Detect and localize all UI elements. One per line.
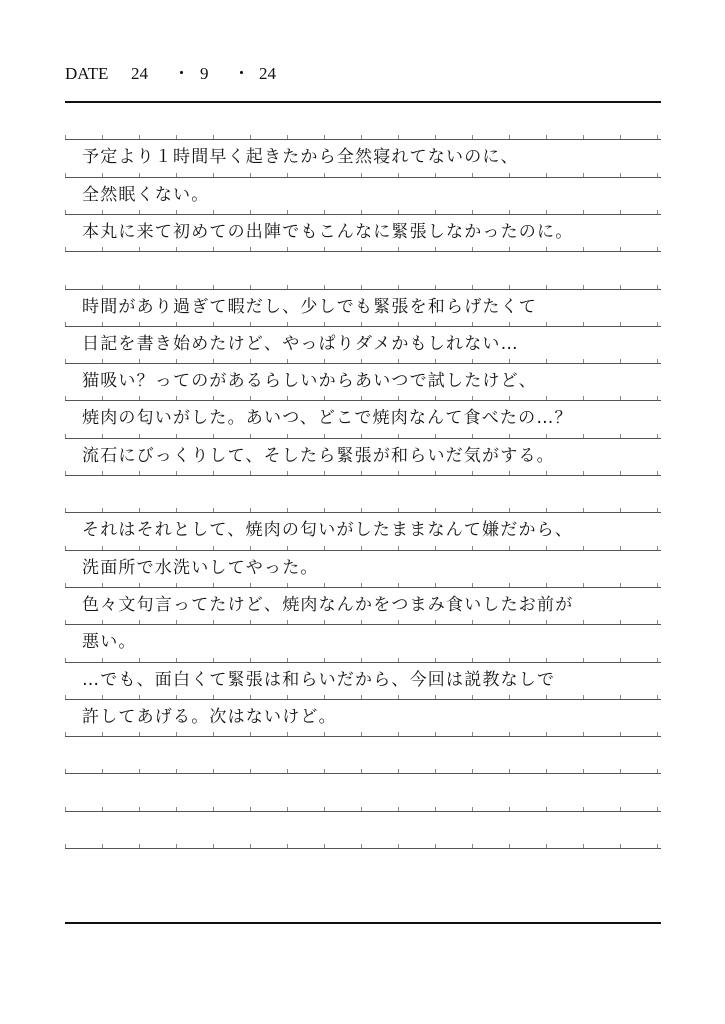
tick-mark bbox=[472, 173, 473, 177]
tick-mark bbox=[435, 807, 436, 811]
tick-mark bbox=[65, 546, 66, 550]
diary-line: 許してあげる。次はないけど。 bbox=[82, 706, 337, 727]
tick-mark bbox=[583, 658, 584, 662]
diary-line: 猫吸い？ってのがあるらしいからあいつで試したけど、 bbox=[82, 371, 537, 392]
tick-mark bbox=[361, 844, 362, 848]
tick-mark bbox=[509, 732, 510, 736]
tick-mark bbox=[435, 247, 436, 251]
tick-mark bbox=[583, 359, 584, 363]
diary-line: 色々文句言ってたけど、焼肉なんかをつまみ食いしたお前が bbox=[82, 594, 574, 615]
tick-mark bbox=[657, 658, 658, 662]
tick-mark bbox=[65, 471, 66, 475]
tick-mark bbox=[361, 620, 362, 624]
tick-mark bbox=[509, 471, 510, 475]
tick-mark bbox=[546, 546, 547, 550]
tick-mark bbox=[546, 807, 547, 811]
ruled-line bbox=[65, 736, 661, 737]
tick-mark bbox=[620, 210, 621, 214]
diary-line: 予定より１時間早く起きたから全然寝れてないのに、 bbox=[82, 147, 519, 168]
tick-mark bbox=[620, 769, 621, 773]
ruled-line bbox=[65, 251, 661, 252]
tick-mark bbox=[361, 769, 362, 773]
tick-mark bbox=[657, 210, 658, 214]
tick-mark bbox=[398, 732, 399, 736]
date-label: DATE bbox=[65, 64, 109, 83]
ruled-line-ticks bbox=[65, 247, 661, 251]
tick-mark bbox=[620, 583, 621, 587]
tick-mark bbox=[65, 844, 66, 848]
tick-mark bbox=[398, 471, 399, 475]
tick-mark bbox=[657, 769, 658, 773]
tick-mark bbox=[583, 769, 584, 773]
tick-mark bbox=[546, 695, 547, 699]
tick-mark bbox=[583, 844, 584, 848]
tick-mark bbox=[324, 732, 325, 736]
date-separator: ・ bbox=[173, 64, 190, 83]
tick-mark bbox=[472, 471, 473, 475]
tick-mark bbox=[583, 322, 584, 326]
tick-mark bbox=[546, 769, 547, 773]
diary-line: 全然眠くない。 bbox=[82, 184, 210, 205]
tick-mark bbox=[509, 173, 510, 177]
tick-mark bbox=[287, 844, 288, 848]
header-rule bbox=[65, 101, 661, 103]
tick-mark bbox=[509, 546, 510, 550]
tick-mark bbox=[583, 695, 584, 699]
tick-mark bbox=[65, 769, 66, 773]
tick-mark bbox=[398, 769, 399, 773]
tick-mark bbox=[102, 807, 103, 811]
ruled-line-ticks bbox=[65, 471, 661, 475]
tick-mark bbox=[472, 844, 473, 848]
tick-mark bbox=[546, 359, 547, 363]
tick-mark bbox=[583, 396, 584, 400]
ruled-line bbox=[65, 773, 661, 774]
tick-mark bbox=[657, 285, 658, 289]
tick-mark bbox=[583, 583, 584, 587]
tick-mark bbox=[620, 322, 621, 326]
tick-mark bbox=[287, 247, 288, 251]
tick-mark bbox=[287, 173, 288, 177]
tick-mark bbox=[324, 471, 325, 475]
tick-mark bbox=[287, 471, 288, 475]
date-day: 24 bbox=[259, 64, 276, 83]
tick-mark bbox=[176, 807, 177, 811]
tick-mark bbox=[176, 471, 177, 475]
diary-line: 焼肉の匂いがした。あいつ、どこで焼肉なんて食べたの…？ bbox=[82, 408, 573, 429]
tick-mark bbox=[583, 546, 584, 550]
tick-mark bbox=[287, 732, 288, 736]
tick-mark bbox=[546, 247, 547, 251]
tick-mark bbox=[250, 844, 251, 848]
tick-mark bbox=[398, 620, 399, 624]
tick-mark bbox=[65, 508, 66, 512]
diary-line: 悪い。 bbox=[82, 632, 137, 653]
tick-mark bbox=[620, 135, 621, 139]
tick-mark bbox=[620, 546, 621, 550]
date-year: 24 bbox=[131, 64, 148, 83]
tick-mark bbox=[472, 807, 473, 811]
tick-mark bbox=[620, 247, 621, 251]
tick-mark bbox=[139, 769, 140, 773]
tick-mark bbox=[398, 807, 399, 811]
tick-mark bbox=[250, 173, 251, 177]
tick-mark bbox=[620, 471, 621, 475]
tick-mark bbox=[472, 247, 473, 251]
date-month: 9 bbox=[200, 64, 209, 83]
tick-mark bbox=[657, 359, 658, 363]
tick-mark bbox=[546, 620, 547, 624]
tick-mark bbox=[324, 173, 325, 177]
tick-mark bbox=[657, 583, 658, 587]
diary-line: …でも、面白くて緊張は和らいだから、今回は説教なしで bbox=[82, 669, 556, 690]
tick-mark bbox=[509, 695, 510, 699]
tick-mark bbox=[583, 732, 584, 736]
tick-mark bbox=[620, 285, 621, 289]
tick-mark bbox=[176, 732, 177, 736]
date-separator: ・ bbox=[233, 64, 250, 83]
tick-mark bbox=[620, 396, 621, 400]
tick-mark bbox=[472, 769, 473, 773]
tick-mark bbox=[139, 732, 140, 736]
tick-mark bbox=[139, 844, 140, 848]
tick-mark bbox=[65, 695, 66, 699]
tick-mark bbox=[213, 620, 214, 624]
tick-mark bbox=[176, 844, 177, 848]
tick-mark bbox=[435, 620, 436, 624]
tick-mark bbox=[139, 807, 140, 811]
tick-mark bbox=[657, 247, 658, 251]
tick-mark bbox=[620, 620, 621, 624]
tick-mark bbox=[250, 471, 251, 475]
tick-mark bbox=[324, 546, 325, 550]
tick-mark bbox=[65, 285, 66, 289]
diary-line: 日記を書き始めたけど、やっぱりダメかもしれない… bbox=[82, 333, 519, 354]
tick-mark bbox=[657, 508, 658, 512]
tick-mark bbox=[361, 173, 362, 177]
tick-mark bbox=[546, 732, 547, 736]
tick-mark bbox=[102, 769, 103, 773]
tick-mark bbox=[509, 844, 510, 848]
tick-mark bbox=[620, 658, 621, 662]
tick-mark bbox=[620, 434, 621, 438]
tick-mark bbox=[139, 247, 140, 251]
tick-mark bbox=[583, 471, 584, 475]
tick-mark bbox=[435, 769, 436, 773]
tick-mark bbox=[620, 695, 621, 699]
footer-rule bbox=[65, 922, 661, 924]
tick-mark bbox=[398, 173, 399, 177]
tick-mark bbox=[65, 583, 66, 587]
tick-mark bbox=[583, 210, 584, 214]
tick-mark bbox=[546, 322, 547, 326]
tick-mark bbox=[361, 732, 362, 736]
tick-mark bbox=[583, 173, 584, 177]
tick-mark bbox=[583, 807, 584, 811]
tick-mark bbox=[102, 732, 103, 736]
tick-mark bbox=[620, 173, 621, 177]
tick-mark bbox=[620, 844, 621, 848]
tick-mark bbox=[546, 285, 547, 289]
tick-mark bbox=[398, 695, 399, 699]
tick-mark bbox=[324, 769, 325, 773]
tick-mark bbox=[657, 695, 658, 699]
tick-mark bbox=[472, 695, 473, 699]
tick-mark bbox=[620, 732, 621, 736]
tick-mark bbox=[472, 732, 473, 736]
ruled-line bbox=[65, 811, 661, 812]
tick-mark bbox=[176, 769, 177, 773]
tick-mark bbox=[435, 732, 436, 736]
tick-mark bbox=[102, 844, 103, 848]
tick-mark bbox=[657, 620, 658, 624]
tick-mark bbox=[324, 620, 325, 624]
tick-mark bbox=[213, 732, 214, 736]
tick-mark bbox=[65, 210, 66, 214]
tick-mark bbox=[435, 695, 436, 699]
tick-mark bbox=[657, 732, 658, 736]
tick-mark bbox=[65, 135, 66, 139]
tick-mark bbox=[657, 322, 658, 326]
tick-mark bbox=[509, 769, 510, 773]
tick-mark bbox=[435, 844, 436, 848]
tick-mark bbox=[65, 807, 66, 811]
ruled-line-ticks bbox=[65, 769, 661, 773]
tick-mark bbox=[546, 173, 547, 177]
diary-line: 洗面所で水洗いしてやった。 bbox=[82, 557, 319, 578]
tick-mark bbox=[509, 620, 510, 624]
tick-mark bbox=[620, 807, 621, 811]
tick-mark bbox=[509, 247, 510, 251]
tick-mark bbox=[472, 620, 473, 624]
tick-mark bbox=[287, 769, 288, 773]
tick-mark bbox=[361, 546, 362, 550]
tick-mark bbox=[398, 247, 399, 251]
tick-mark bbox=[620, 508, 621, 512]
tick-mark bbox=[657, 807, 658, 811]
tick-mark bbox=[176, 247, 177, 251]
tick-mark bbox=[583, 434, 584, 438]
tick-mark bbox=[213, 769, 214, 773]
tick-mark bbox=[176, 620, 177, 624]
tick-mark bbox=[65, 247, 66, 251]
tick-mark bbox=[435, 546, 436, 550]
tick-mark bbox=[657, 844, 658, 848]
tick-mark bbox=[509, 807, 510, 811]
ruled-line bbox=[65, 624, 661, 625]
tick-mark bbox=[65, 359, 66, 363]
tick-mark bbox=[250, 247, 251, 251]
tick-mark bbox=[546, 471, 547, 475]
tick-mark bbox=[435, 173, 436, 177]
tick-mark bbox=[361, 471, 362, 475]
tick-mark bbox=[657, 546, 658, 550]
diary-line: それはそれとして、焼肉の匂いがしたままなんて嫌だから、 bbox=[82, 520, 574, 541]
tick-mark bbox=[213, 807, 214, 811]
tick-mark bbox=[546, 844, 547, 848]
tick-mark bbox=[657, 434, 658, 438]
tick-mark bbox=[139, 471, 140, 475]
tick-mark bbox=[361, 807, 362, 811]
tick-mark bbox=[546, 135, 547, 139]
ruled-line-ticks bbox=[65, 844, 661, 848]
tick-mark bbox=[65, 322, 66, 326]
tick-mark bbox=[657, 396, 658, 400]
ruled-line bbox=[65, 475, 661, 476]
tick-mark bbox=[657, 173, 658, 177]
tick-mark bbox=[102, 471, 103, 475]
tick-mark bbox=[583, 508, 584, 512]
tick-mark bbox=[324, 247, 325, 251]
tick-mark bbox=[65, 620, 66, 624]
tick-mark bbox=[583, 247, 584, 251]
tick-mark bbox=[65, 396, 66, 400]
tick-mark bbox=[213, 173, 214, 177]
tick-mark bbox=[250, 807, 251, 811]
tick-mark bbox=[287, 807, 288, 811]
ruled-line-ticks bbox=[65, 732, 661, 736]
ruled-line bbox=[65, 848, 661, 849]
tick-mark bbox=[435, 471, 436, 475]
tick-mark bbox=[250, 769, 251, 773]
tick-mark bbox=[102, 247, 103, 251]
tick-mark bbox=[398, 844, 399, 848]
tick-mark bbox=[583, 285, 584, 289]
ruled-line-ticks bbox=[65, 620, 661, 624]
tick-mark bbox=[65, 658, 66, 662]
tick-mark bbox=[324, 807, 325, 811]
tick-mark bbox=[139, 620, 140, 624]
tick-mark bbox=[583, 620, 584, 624]
tick-mark bbox=[361, 247, 362, 251]
tick-mark bbox=[213, 247, 214, 251]
diary-line: 本丸に来て初めての出陣でもこんなに緊張しなかったのに。 bbox=[82, 221, 574, 242]
tick-mark bbox=[398, 546, 399, 550]
tick-mark bbox=[657, 135, 658, 139]
tick-mark bbox=[65, 434, 66, 438]
tick-mark bbox=[472, 546, 473, 550]
tick-mark bbox=[657, 471, 658, 475]
date-row bbox=[65, 62, 665, 86]
tick-mark bbox=[583, 135, 584, 139]
diary-line: 時間があり過ぎて暇だし、少しでも緊張を和らげたくて bbox=[82, 296, 537, 317]
ruled-line-ticks bbox=[65, 807, 661, 811]
tick-mark bbox=[213, 844, 214, 848]
tick-mark bbox=[620, 359, 621, 363]
tick-mark bbox=[65, 732, 66, 736]
tick-mark bbox=[361, 695, 362, 699]
tick-mark bbox=[65, 173, 66, 177]
diary-line: 流石にびっくりして、そしたら緊張が和らいだ気がする。 bbox=[82, 445, 555, 466]
tick-mark bbox=[287, 620, 288, 624]
tick-mark bbox=[213, 471, 214, 475]
tick-mark bbox=[250, 620, 251, 624]
tick-mark bbox=[324, 844, 325, 848]
tick-mark bbox=[250, 732, 251, 736]
